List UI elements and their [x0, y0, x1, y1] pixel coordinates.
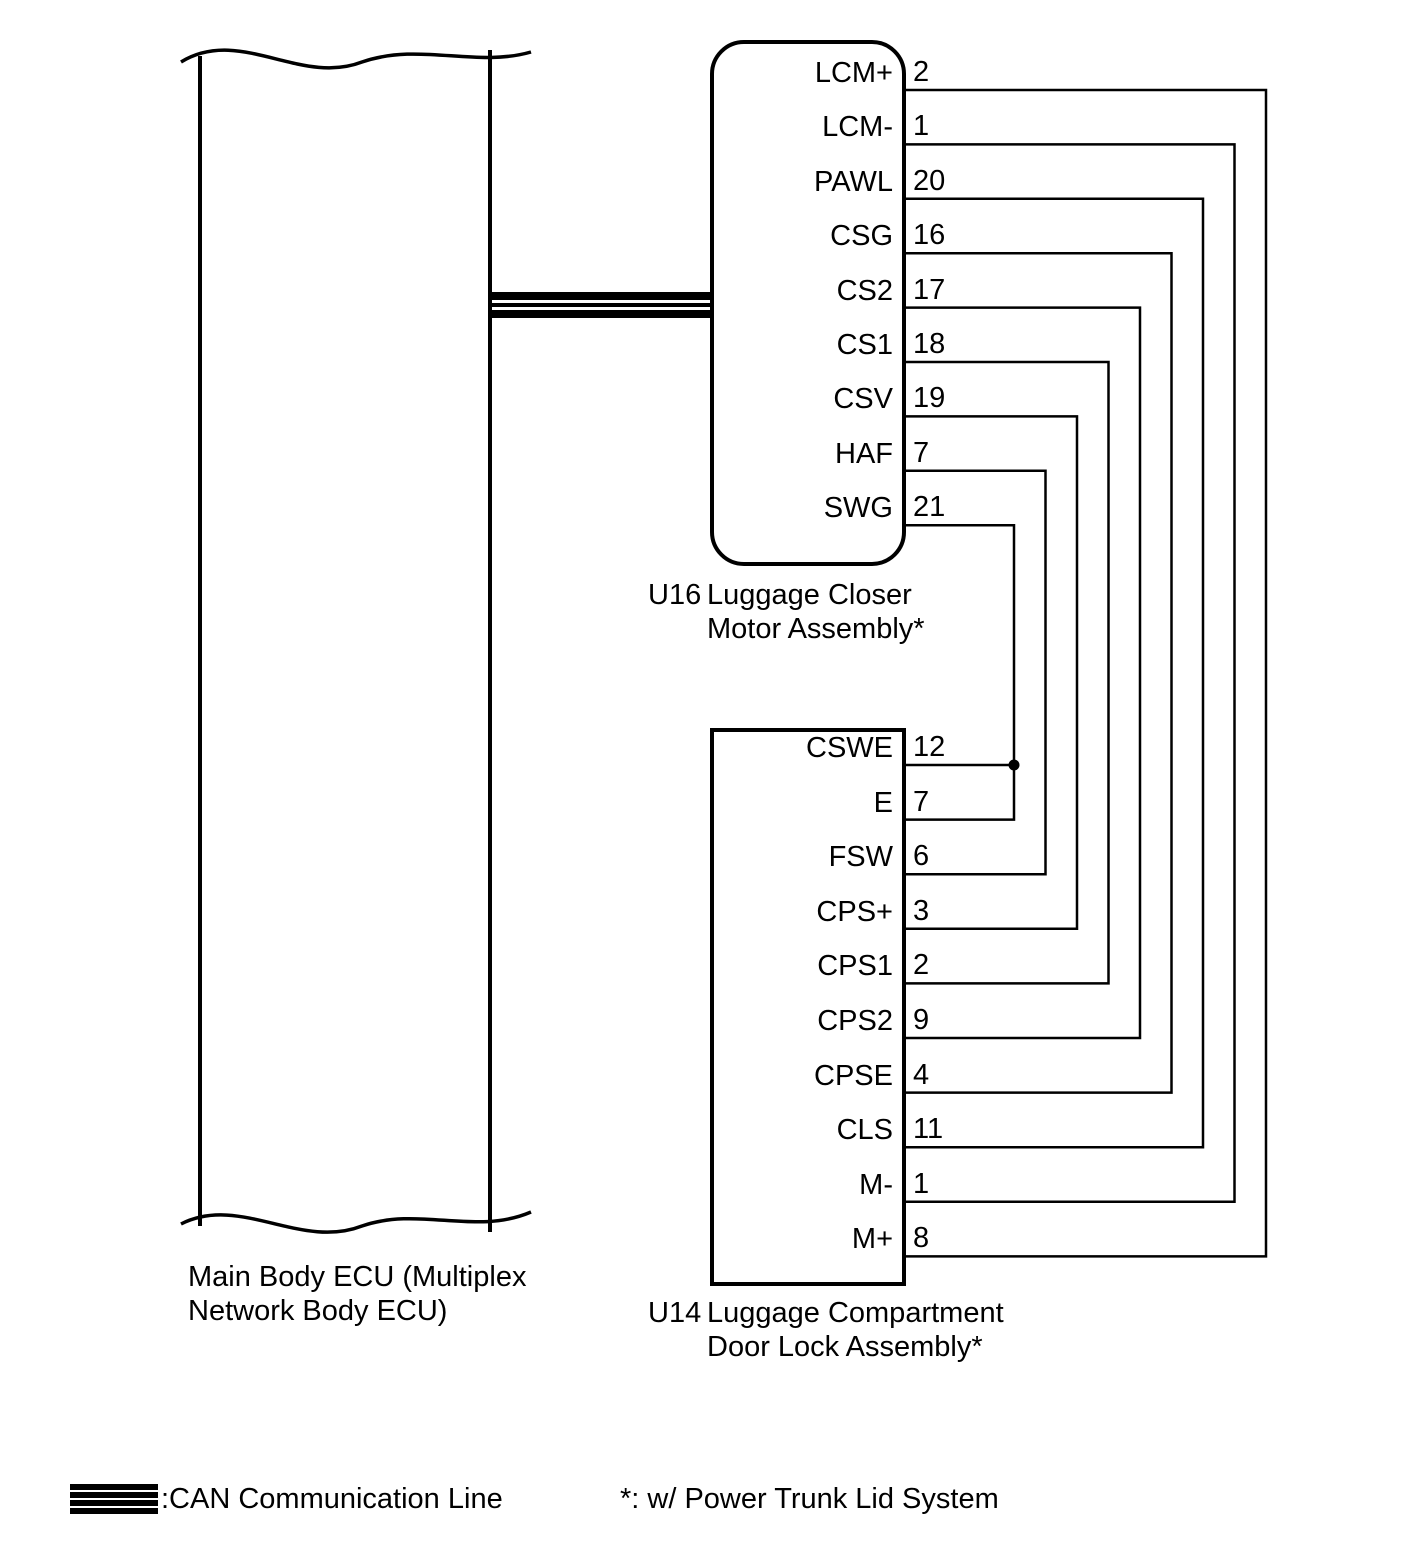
u14-pin-number-m-minus: 1	[913, 1167, 930, 1200]
can-communication-line	[490, 292, 712, 318]
legend-can-label: :CAN Communication Line	[161, 1483, 503, 1515]
u16-pin-number-lcm-minus: 1	[913, 110, 930, 143]
u14-pin-number-cps1: 2	[913, 949, 930, 982]
ecu-label-line2: Network Body ECU)	[188, 1295, 448, 1327]
wire-junction-dot	[1009, 760, 1020, 771]
wire-csg-to-cpse	[906, 253, 1172, 1092]
ecu-bottom-wave	[181, 1212, 531, 1232]
u14-pin-label-e: E	[873, 786, 893, 819]
u16-pin-label-csv: CSV	[833, 383, 893, 416]
u14-pin-number-cswe: 12	[913, 731, 946, 763]
main-body-ecu-label	[188, 1260, 526, 1328]
u16-pin-number-pawl: 20	[913, 164, 946, 197]
wire-lcm-minus-to-m-minus	[906, 144, 1235, 1201]
u16-pin-number-csg: 16	[913, 219, 946, 252]
u16-pin-number-csv: 19	[913, 382, 946, 415]
u16-pin-number-swg: 21	[913, 491, 946, 524]
u16-pin-label-lcm-plus: LCM+	[814, 57, 893, 89]
u14-pin-label-cps-plus: CPS+	[816, 895, 893, 928]
u14-pin-label-cpse: CPSE	[814, 1059, 893, 1092]
u14-pin-number-e: 7	[913, 785, 930, 818]
u14-pin-number-m-plus: 8	[913, 1222, 930, 1255]
u16-pin-number-haf: 7	[913, 436, 930, 469]
u16-pin-label-lcm-minus: LCM-	[822, 111, 893, 144]
u16-pin-label-cs2: CS2	[836, 274, 893, 307]
u14-pin-label-cps2: CPS2	[817, 1005, 893, 1037]
wire-swg-to-e	[906, 525, 1014, 819]
u14-caption	[648, 1296, 1004, 1364]
u16-pin-label-cs1: CS1	[836, 329, 893, 361]
u16-caption	[648, 578, 925, 646]
u16-name-line2: Motor Assembly*	[707, 613, 925, 645]
u14-name-line2: Door Lock Assembly*	[707, 1331, 983, 1363]
ecu-label-line1: Main Body ECU (Multiplex	[188, 1261, 527, 1293]
u14-pin-number-cps-plus: 3	[913, 894, 930, 927]
wire-lcm-plus-to-m-plus	[906, 90, 1266, 1256]
u14-pin-label-m-plus: M+	[851, 1223, 893, 1256]
u16-pin-number-cs1: 18	[913, 328, 946, 360]
u14-pin-label-cswe: CSWE	[806, 732, 893, 764]
u14-pin-label-m-minus: M-	[859, 1168, 893, 1201]
u14-pin-number-cpse: 4	[913, 1058, 930, 1091]
u14-pin-number-cls: 11	[913, 1113, 944, 1146]
wire-pawl-to-cls	[906, 199, 1203, 1147]
u14-pin-label-fsw: FSW	[828, 841, 893, 874]
u14-pin-label-cps1: CPS1	[817, 950, 893, 983]
u16-pin-number-lcm-plus: 2	[913, 56, 930, 88]
u14-pin-number-cps2: 9	[913, 1004, 930, 1036]
u14-pin-label-cls: CLS	[836, 1114, 893, 1147]
ecu-top-wave	[181, 50, 531, 68]
u14-pin-number-fsw: 6	[913, 840, 930, 873]
u16-pin-label-haf: HAF	[835, 437, 893, 470]
u16-pin-label-swg: SWG	[823, 492, 893, 525]
u16-pin-number-cs2: 17	[913, 273, 946, 306]
u16-name-line1: Luggage Closer	[707, 579, 912, 611]
u16-id: U16	[648, 579, 702, 611]
u16-pin-label-pawl: PAWL	[814, 165, 893, 198]
u14-id: U14	[648, 1297, 702, 1329]
u16-pin-label-csg: CSG	[830, 220, 893, 253]
u14-name-line1: Luggage Compartment	[707, 1297, 1004, 1329]
legend-asterisk-note: *: w/ Power Trunk Lid System	[620, 1483, 999, 1515]
